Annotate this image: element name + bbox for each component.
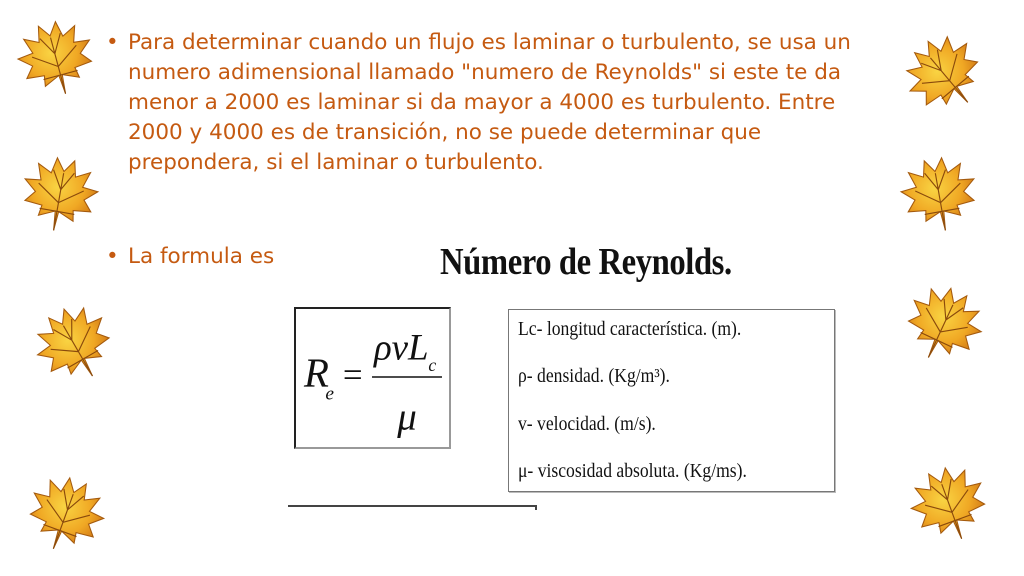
formula-numerator-sub: c [428,355,437,376]
maple-leaf-icon [882,12,1006,136]
maple-leaf-icon [2,4,110,112]
maple-leaf-icon [893,448,1006,561]
formula-lhs-sub: e [325,383,334,405]
bullet-list [106,28,896,178]
bullet-reynolds-explanation: • Para determinar cuando un flujo es laminar o turbulento, se usa un numero adimensional llamado "numero de Reynolds" si este te da menor a 2000 es laminar si da mayor a 4000 es turbulento. Entre 2000 y 4000 es de transición, no se puede determinar que prepondera, si el laminar o turbulento. [106,28,896,178]
formula-equals: = [342,355,363,395]
legend-item-density: ρ- densidad. (Kg/m³). [518,365,670,387]
legend-item-velocity: v- velocidad. (m/s). [518,413,656,435]
legend-item-viscosity: μ- viscosidad absoluta. (Kg/ms). [518,460,747,482]
legend-item-length: Lc- longitud característica. (m). [518,318,742,340]
maple-leaf-icon [10,458,123,571]
reynolds-formula [294,307,451,449]
maple-leaf-icon [14,284,134,404]
formula-numerator: ρvL [373,326,429,368]
formula-denominator: μ [397,395,417,439]
variable-legend [508,309,835,492]
figure-title: Número de Reynolds. [440,241,732,283]
maple-leaf-icon [888,143,990,245]
formula-lhs: R [303,350,329,396]
bullet-formula-intro: • La formula es [106,242,274,272]
formula-graphic [296,309,449,447]
figure-underline [288,505,536,507]
maple-leaf-icon [9,143,111,245]
figure-underline-end [535,505,537,510]
maple-leaf-icon [886,266,1003,383]
